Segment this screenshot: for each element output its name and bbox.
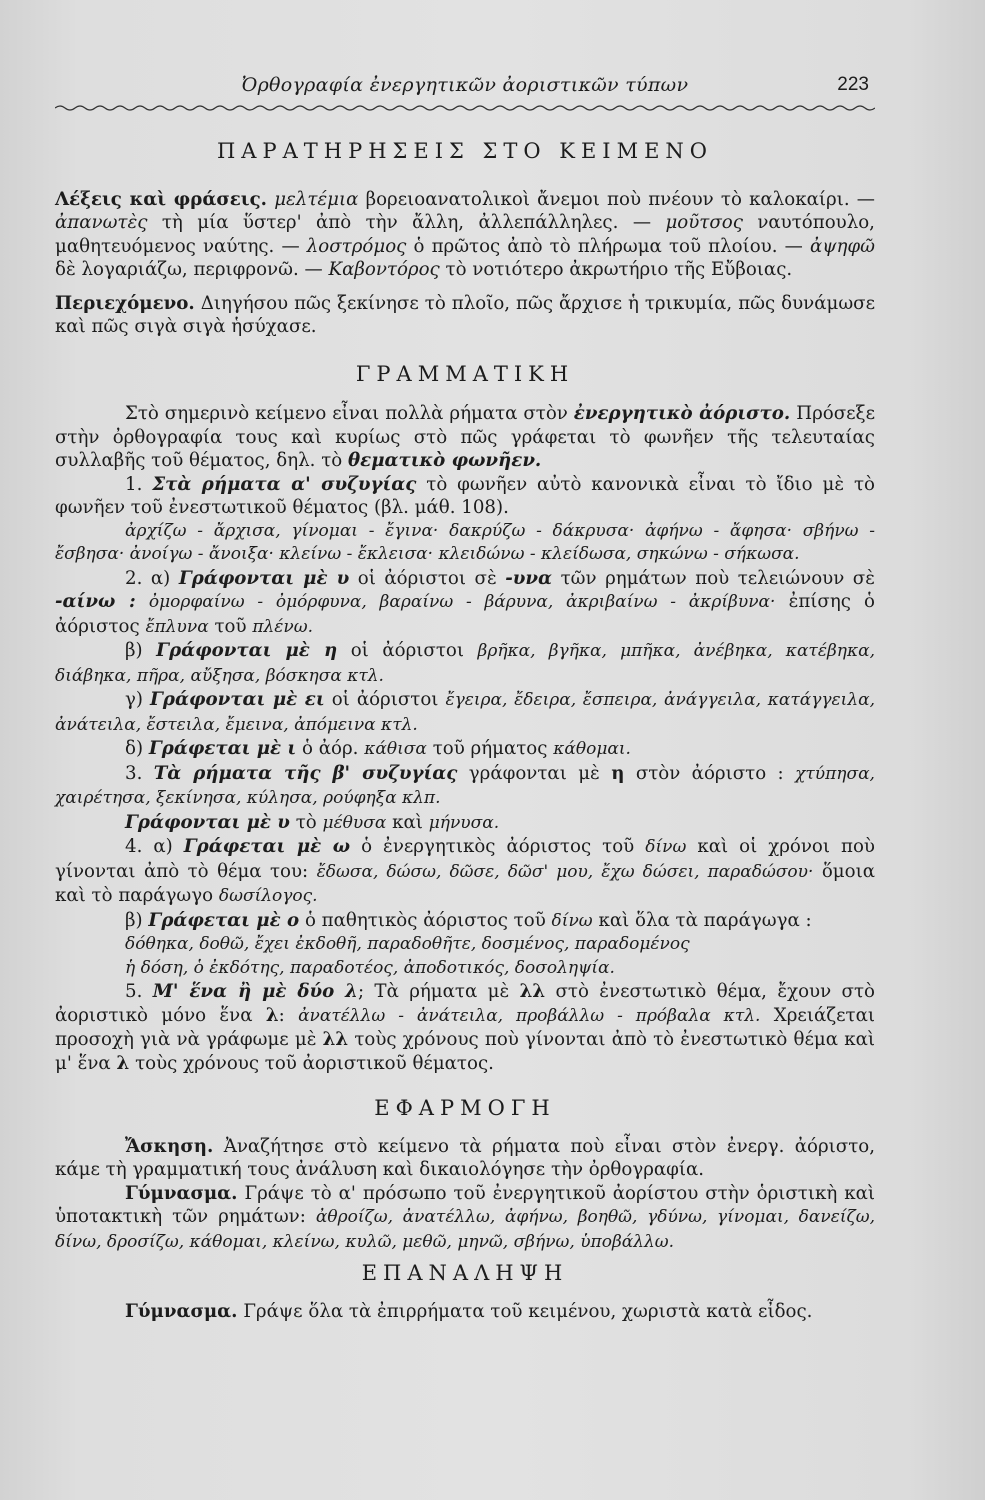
revision-drill: Γύμνασμα. Γράψε ὅλα τὰ ἐπιρρήματα τοῦ κειμένου, χωριστὰ κατὰ εἶδος. — [125, 1300, 813, 1322]
rule-4b-examples-2: ἡ δόση, ὁ ἐκδότης, παραδοτέος, ἀποδοτικός, δοσοληψία. — [125, 957, 615, 978]
page-number: 223 — [837, 74, 869, 95]
rule-2a: 2. α) Γράφονται μὲ υ οἱ ἀόριστοι σὲ -υνα τῶν ρημάτων ποὺ τελειώνουν σὲ -αίνω : ὀμορφαίνω - ὀμόρφυνα, βαραίνω - βάρυνα, ἀκριβαίνω - ἀκρίβυνα· ἐπίσης ὁ ἀόριστος ἔπλυνα τοῦ πλένω. — [55, 567, 875, 637]
running-head: Ὀρθογραφία ἐνεργητικῶν ἀοριστικῶν τύπων — [241, 74, 689, 96]
rule-1: 1. Στὰ ρήματα α' συζυγίας τὸ φωνῆεν αὐτὸ κανονικὰ εἶναι τὸ ἴδιο μὲ τὸ φωνῆεν τοῦ ἐνεστωτικοῦ θέματος (βλ. μάθ. 108). — [55, 473, 875, 518]
heading-grammar: ΓΡΑΜΜΑΤΙΚΗ — [355, 361, 575, 386]
page-header — [55, 74, 875, 104]
words-and-phrases: Λέξεις καὶ φράσεις. μελτέμια βορειοανατολικοὶ ἄνεμοι ποὺ πνέουν τὸ καλοκαίρι. — ἀπανωτὲς τὴ μία ὕστερ' ἀπὸ τὴν ἄλλη, ἀλλεπάλληλες. — μοῦτσος ναυτόπουλο, μαθητευόμενος ναύτης. — λοστρόμος ὁ πρῶτος ἀπὸ τὸ πλήρωμα τοῦ πλοίου. — ἀψηφῶ δὲ λογαριάζω, περιφρονῶ. — Καβοντόρος τὸ νοτιότερο ἀκρωτήριο τῆς Εὔβοιας. — [55, 188, 875, 280]
rule-3: 3. Τὰ ρήματα τῆς β' συζυγίας γράφονται μὲ η στὸν ἀόριστο : χτύπησα, χαιρέτησα, ξεκίνησα, κύλησα, ρούφηξα κλπ. — [55, 762, 875, 808]
rule-4b: β) Γράφεται μὲ ο ὁ παθητικὸς ἀόριστος τοῦ δίνω καὶ ὅλα τὰ παράγωγα : — [125, 909, 812, 931]
heading-revision: ΕΠΑΝΑΛΗΨΗ — [361, 1261, 569, 1285]
content-paragraph: Περιεχόμενο. Διηγήσου πῶς ξεκίνησε τὸ πλοῖο, πῶς ἄρχισε ἡ τρικυμία, πῶς δυνάμωσε καὶ πῶς σιγὰ σιγὰ ἡσύχασε. — [55, 292, 875, 337]
heading-application: ΕΦΑΡΜΟΓΗ — [374, 1096, 556, 1120]
rule-2b: β) Γράφονται μὲ η οἱ ἀόριστοι βρῆκα, βγῆκα, μπῆκα, ἀνέβηκα, κατέβηκα, διάβηκα, πῆρα, αὔξησα, βόσκησα κτλ. — [55, 640, 876, 686]
rule-1-examples: ἀρχίζω - ἄρχισα, γίνομαι - ἔγινα· δακρύζω - δάκρυσα· ἀφήνω - ἄφησα· σβήνω - ἔσβησα· ἀνοίγω - ἄνοιξα· κλείνω - ἔκλεισα· κλειδώνω - κλείδωσα, σηκώνω - σήκωσα. — [55, 520, 875, 564]
rule-2d: δ) Γράφεται μὲ ι ὁ ἀόρ. κάθισα τοῦ ρήματος κάθομαι. — [125, 738, 631, 759]
exercise-paragraph: Ἄσκηση. Ἀναζήτησε στὸ κείμενο τὰ ρήματα ποὺ εἶναι στὸν ἐνεργ. ἀόριστο, κάμε τὴ γραμματική τους ἀνάλυση καὶ δικαιολόγησε τὴν ὀρθογραφία. — [55, 1135, 875, 1180]
grammar-intro: Στὸ σημερινὸ κείμενο εἶναι πολλὰ ρήματα στὸν ἐνεργητικὸ ἀόριστο. Πρόσεξε στὴν ὀρθογραφία τους καὶ κυρίως στὸ πῶς γράφεται τὸ φωνῆεν τῆς τελευταίας συλλαβῆς τοῦ θέματος, δηλ. τὸ θεματικὸ φωνῆεν. — [55, 403, 875, 471]
heading-remarks: ΠΑΡΑΤΗΡΗΣΕΙΣ ΣΤΟ ΚΕΙΜΕΝΟ — [216, 139, 714, 163]
page-body — [55, 140, 875, 1323]
rule-3b: Γράφονται μὲ υ τὸ μέθυσα καὶ μήνυσα. — [125, 811, 500, 833]
rule-4b-examples-1: δόθηκα, δοθῶ, ἔχει ἐκδοθῆ, παραδοθῆτε, δοσμένος, παραδομένος — [125, 934, 690, 954]
rule-2c: γ) Γράφονται μὲ ει οἱ ἀόριστοι ἔγειρα, ἔδειρα, ἔσπειρα, ἀνάγγειλα, κατάγγειλα, ἀνάτειλα, ἔστειλα, ἔμεινα, ἀπόμεινα κτλ. — [55, 689, 875, 735]
application-drill: Γύμνασμα. Γράψε τὸ α' πρόσωπο τοῦ ἐνεργητικοῦ ἀορίστου στὴν ὁριστικὴ καὶ ὑποτακτικὴ τῶν ρημάτων: ἀθροίζω, ἀνατέλλω, ἀφήνω, βοηθῶ, γδύνω, γίνομαι, δανείζω, δίνω, δροσίζω, κάθομαι, κλείνω, κυλῶ, μεθῶ, μηνῶ, σβήνω, ὑποβάλλω. — [55, 1182, 875, 1252]
rule-4a: 4. α) Γράφεται μὲ ω ὁ ἐνεργητικὸς ἀόριστος τοῦ δίνω καὶ οἱ χρόνοι ποὺ γίνονται ἀπὸ τὸ θέμα του: ἔδωσα, δώσω, δῶσε, δῶσ' μου, ἔχω δώσει, παραδώσου· ὅμοια καὶ τὸ παράγωγο δωσίλογος. — [55, 836, 875, 906]
decorative-wavy-rule — [55, 103, 875, 113]
rule-5: 5. Μ' ἕνα ἢ μὲ δύο λ; Τὰ ρήματα μὲ λλ στὸ ἐνεστωτικὸ θέμα, ἔχουν στὸ ἀοριστικὸ μόνο ἕνα λ: ἀνατέλλω - ἀνάτειλα, προβάλλω - πρόβαλα κτλ. Χρειάζεται προσοχὴ γιὰ νὰ γράφωμε μὲ λλ τοὺς χρόνους ποὺ γίνονται ἀπὸ τὸ ἐνεστωτικὸ θέμα καὶ μ' ἕνα λ τοὺς χρόνους τοῦ ἀοριστικοῦ θέματος. — [55, 981, 875, 1074]
